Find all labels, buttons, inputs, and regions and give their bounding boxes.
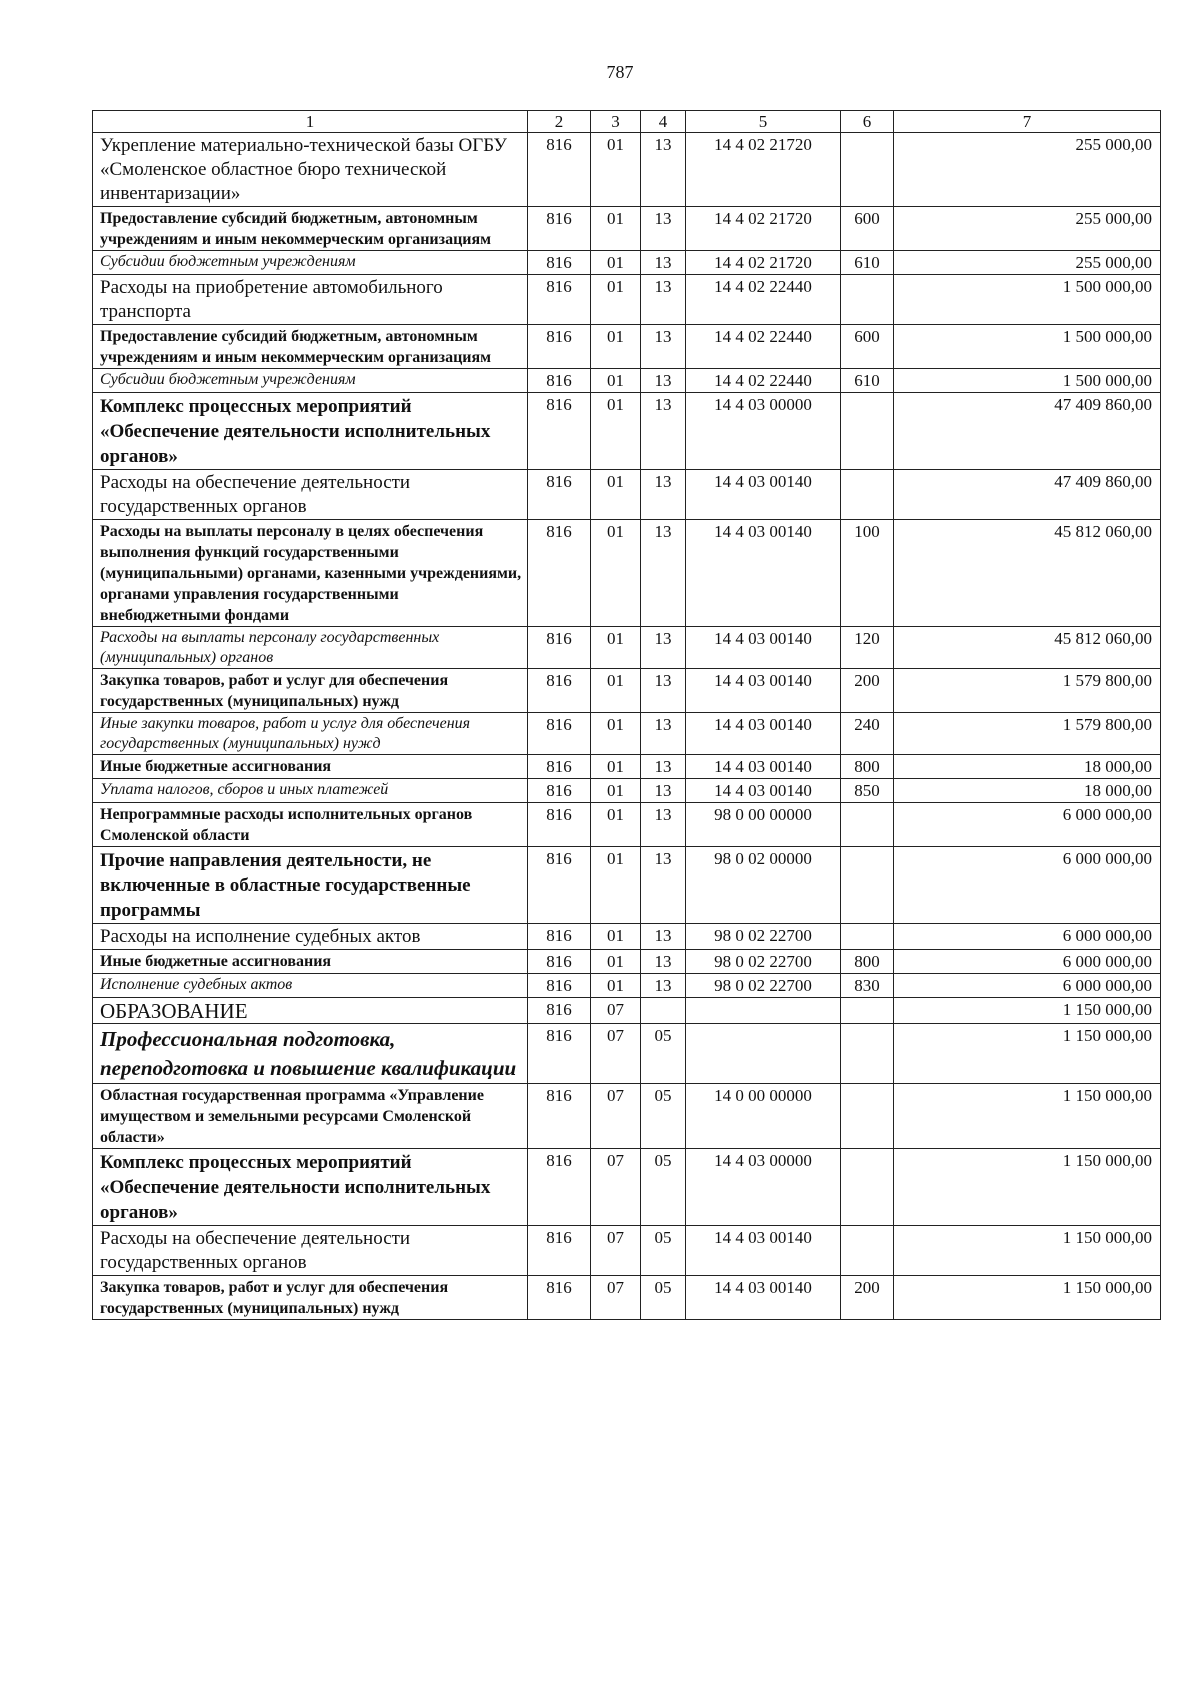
row-amount-cell: 1 150 000,00 <box>894 998 1161 1024</box>
row-section-code-cell: 07 <box>591 1149 641 1226</box>
row-target-item-cell: 14 4 03 00140 <box>686 1226 841 1276</box>
row-section-code-cell: 01 <box>591 207 641 251</box>
row-name-cell: Закупка товаров, работ и услуг для обеспечения государственных (муниципальных) нужд <box>93 1276 528 1320</box>
header-cell-6: 6 <box>841 111 894 133</box>
row-expense-type-cell: 100 <box>841 520 894 627</box>
table-row <box>93 998 1161 1024</box>
table-header-row <box>93 111 1161 133</box>
row-expense-type-cell <box>841 275 894 325</box>
row-target-item-cell: 14 4 02 21720 <box>686 251 841 275</box>
row-amount-cell: 18 000,00 <box>894 755 1161 779</box>
table-row <box>93 974 1161 998</box>
row-target-item-cell: 14 4 03 00140 <box>686 713 841 755</box>
row-section-code-cell: 01 <box>591 369 641 393</box>
row-subsection-code-cell: 13 <box>641 369 686 393</box>
row-subsection-code-cell: 13 <box>641 924 686 950</box>
row-target-item-cell: 14 4 03 00140 <box>686 669 841 713</box>
row-subsection-code-cell: 13 <box>641 627 686 669</box>
row-ministry-code-cell: 816 <box>528 974 591 998</box>
row-expense-type-cell: 850 <box>841 779 894 803</box>
row-expense-type-cell: 240 <box>841 713 894 755</box>
table-row <box>93 950 1161 974</box>
row-section-code-cell: 01 <box>591 713 641 755</box>
table-row <box>93 275 1161 325</box>
row-name-cell: Субсидии бюджетным учреждениям <box>93 369 528 393</box>
row-target-item-cell: 14 4 03 00000 <box>686 393 841 470</box>
row-expense-type-cell: 200 <box>841 669 894 713</box>
row-amount-cell: 6 000 000,00 <box>894 847 1161 924</box>
row-ministry-code-cell: 816 <box>528 755 591 779</box>
row-section-code-cell: 01 <box>591 950 641 974</box>
row-section-code-cell: 01 <box>591 803 641 847</box>
table-row <box>93 1226 1161 1276</box>
row-target-item-cell: 98 0 00 00000 <box>686 803 841 847</box>
row-subsection-code-cell: 13 <box>641 207 686 251</box>
row-section-code-cell: 07 <box>591 1024 641 1084</box>
header-cell-1: 1 <box>93 111 528 133</box>
row-subsection-code-cell: 13 <box>641 755 686 779</box>
row-ministry-code-cell: 816 <box>528 133 591 207</box>
row-amount-cell: 1 150 000,00 <box>894 1149 1161 1226</box>
row-section-code-cell: 01 <box>591 393 641 470</box>
row-ministry-code-cell: 816 <box>528 950 591 974</box>
row-ministry-code-cell: 816 <box>528 251 591 275</box>
row-section-code-cell: 01 <box>591 275 641 325</box>
row-ministry-code-cell: 816 <box>528 369 591 393</box>
row-section-code-cell: 07 <box>591 1084 641 1149</box>
row-expense-type-cell: 800 <box>841 950 894 974</box>
row-target-item-cell: 14 4 03 00140 <box>686 1276 841 1320</box>
row-section-code-cell: 01 <box>591 251 641 275</box>
row-name-cell: Непрограммные расходы исполнительных органов Смоленской области <box>93 803 528 847</box>
row-target-item-cell: 14 4 03 00140 <box>686 755 841 779</box>
row-section-code-cell: 01 <box>591 133 641 207</box>
row-amount-cell: 45 812 060,00 <box>894 627 1161 669</box>
table-row <box>93 520 1161 627</box>
table-row <box>93 207 1161 251</box>
row-section-code-cell: 01 <box>591 627 641 669</box>
row-ministry-code-cell: 816 <box>528 207 591 251</box>
row-expense-type-cell: 800 <box>841 755 894 779</box>
row-name-cell: Прочие направления деятельности, не включенные в областные государственные программы <box>93 847 528 924</box>
table-row <box>93 713 1161 755</box>
row-expense-type-cell <box>841 847 894 924</box>
header-cell-2: 2 <box>528 111 591 133</box>
row-name-cell: Исполнение судебных актов <box>93 974 528 998</box>
row-amount-cell: 6 000 000,00 <box>894 924 1161 950</box>
row-name-cell: Уплата налогов, сборов и иных платежей <box>93 779 528 803</box>
table-row <box>93 369 1161 393</box>
header-cell-5: 5 <box>686 111 841 133</box>
row-amount-cell: 1 579 800,00 <box>894 669 1161 713</box>
row-expense-type-cell: 200 <box>841 1276 894 1320</box>
table-row <box>93 924 1161 950</box>
row-expense-type-cell: 610 <box>841 369 894 393</box>
header-cell-4: 4 <box>641 111 686 133</box>
row-subsection-code-cell: 13 <box>641 251 686 275</box>
table-row <box>93 470 1161 520</box>
row-ministry-code-cell: 816 <box>528 803 591 847</box>
row-expense-type-cell: 600 <box>841 325 894 369</box>
row-target-item-cell: 14 4 02 22440 <box>686 275 841 325</box>
row-amount-cell: 1 150 000,00 <box>894 1084 1161 1149</box>
row-amount-cell: 47 409 860,00 <box>894 393 1161 470</box>
row-ministry-code-cell: 816 <box>528 924 591 950</box>
row-amount-cell: 18 000,00 <box>894 779 1161 803</box>
row-target-item-cell: 14 0 00 00000 <box>686 1084 841 1149</box>
table-row <box>93 627 1161 669</box>
row-subsection-code-cell: 13 <box>641 520 686 627</box>
row-target-item-cell: 98 0 02 22700 <box>686 924 841 950</box>
row-expense-type-cell <box>841 1149 894 1226</box>
row-subsection-code-cell: 13 <box>641 803 686 847</box>
row-name-cell: Предоставление субсидий бюджетным, автономным учреждениям и иным некоммерческим организациям <box>93 325 528 369</box>
row-expense-type-cell: 610 <box>841 251 894 275</box>
row-target-item-cell: 98 0 02 00000 <box>686 847 841 924</box>
row-section-code-cell: 01 <box>591 470 641 520</box>
row-amount-cell: 47 409 860,00 <box>894 470 1161 520</box>
row-target-item-cell: 14 4 02 21720 <box>686 133 841 207</box>
row-section-code-cell: 01 <box>591 847 641 924</box>
row-ministry-code-cell: 816 <box>528 275 591 325</box>
table-row <box>93 393 1161 470</box>
table-row <box>93 1149 1161 1226</box>
row-section-code-cell: 01 <box>591 669 641 713</box>
row-subsection-code-cell: 05 <box>641 1024 686 1084</box>
row-target-item-cell: 14 4 02 22440 <box>686 325 841 369</box>
page-number: 787 <box>606 62 634 82</box>
row-amount-cell: 1 150 000,00 <box>894 1276 1161 1320</box>
row-subsection-code-cell: 05 <box>641 1084 686 1149</box>
row-ministry-code-cell: 816 <box>528 1276 591 1320</box>
row-subsection-code-cell: 13 <box>641 950 686 974</box>
row-target-item-cell: 98 0 02 22700 <box>686 950 841 974</box>
row-amount-cell: 255 000,00 <box>894 133 1161 207</box>
row-amount-cell: 1 150 000,00 <box>894 1226 1161 1276</box>
row-name-cell: Комплекс процессных мероприятий «Обеспечение деятельности исполнительных органов» <box>93 393 528 470</box>
row-amount-cell: 6 000 000,00 <box>894 803 1161 847</box>
row-name-cell: Субсидии бюджетным учреждениям <box>93 251 528 275</box>
row-subsection-code-cell: 13 <box>641 133 686 207</box>
row-name-cell: Предоставление субсидий бюджетным, автономным учреждениям и иным некоммерческим организациям <box>93 207 528 251</box>
row-section-code-cell: 01 <box>591 755 641 779</box>
row-section-code-cell: 07 <box>591 998 641 1024</box>
row-section-code-cell: 07 <box>591 1226 641 1276</box>
row-expense-type-cell <box>841 1084 894 1149</box>
row-amount-cell: 6 000 000,00 <box>894 950 1161 974</box>
budget-table <box>92 110 1161 1320</box>
row-expense-type-cell <box>841 924 894 950</box>
row-expense-type-cell: 120 <box>841 627 894 669</box>
row-section-code-cell: 01 <box>591 974 641 998</box>
row-target-item-cell: 14 4 03 00140 <box>686 470 841 520</box>
table-row <box>93 847 1161 924</box>
row-amount-cell: 255 000,00 <box>894 207 1161 251</box>
row-name-cell: Расходы на выплаты персоналу государственных (муниципальных) органов <box>93 627 528 669</box>
row-target-item-cell: 14 4 03 00140 <box>686 520 841 627</box>
row-section-code-cell: 01 <box>591 779 641 803</box>
table-row <box>93 755 1161 779</box>
row-name-cell: Расходы на выплаты персоналу в целях обеспечения выполнения функций государственными (муниципальными) органами, казенными учреждениями, органами управления государственными внебюджетными фондами <box>93 520 528 627</box>
row-section-code-cell: 07 <box>591 1276 641 1320</box>
row-amount-cell: 1 500 000,00 <box>894 275 1161 325</box>
row-subsection-code-cell: 05 <box>641 1149 686 1226</box>
row-subsection-code-cell: 13 <box>641 325 686 369</box>
row-name-cell: Расходы на обеспечение деятельности государственных органов <box>93 1226 528 1276</box>
row-name-cell: ОБРАЗОВАНИЕ <box>93 998 528 1024</box>
row-target-item-cell: 14 4 02 21720 <box>686 207 841 251</box>
row-target-item-cell: 14 4 02 22440 <box>686 369 841 393</box>
row-subsection-code-cell: 13 <box>641 974 686 998</box>
row-expense-type-cell: 830 <box>841 974 894 998</box>
row-expense-type-cell <box>841 1024 894 1084</box>
row-expense-type-cell <box>841 1226 894 1276</box>
row-ministry-code-cell: 816 <box>528 998 591 1024</box>
header-cell-7: 7 <box>894 111 1161 133</box>
row-name-cell: Закупка товаров, работ и услуг для обеспечения государственных (муниципальных) нужд <box>93 669 528 713</box>
row-target-item-cell: 14 4 03 00000 <box>686 1149 841 1226</box>
row-section-code-cell: 01 <box>591 924 641 950</box>
row-ministry-code-cell: 816 <box>528 325 591 369</box>
row-ministry-code-cell: 816 <box>528 779 591 803</box>
row-section-code-cell: 01 <box>591 325 641 369</box>
header-cell-3: 3 <box>591 111 641 133</box>
row-ministry-code-cell: 816 <box>528 627 591 669</box>
row-amount-cell: 1 500 000,00 <box>894 325 1161 369</box>
row-ministry-code-cell: 816 <box>528 1226 591 1276</box>
table-row <box>93 325 1161 369</box>
row-target-item-cell: 14 4 03 00140 <box>686 627 841 669</box>
table-row <box>93 1024 1161 1084</box>
row-expense-type-cell: 600 <box>841 207 894 251</box>
row-ministry-code-cell: 816 <box>528 847 591 924</box>
row-ministry-code-cell: 816 <box>528 470 591 520</box>
row-ministry-code-cell: 816 <box>528 669 591 713</box>
table-row <box>93 669 1161 713</box>
row-name-cell: Иные закупки товаров, работ и услуг для обеспечения государственных (муниципальных) нужд <box>93 713 528 755</box>
row-ministry-code-cell: 816 <box>528 1024 591 1084</box>
row-ministry-code-cell: 816 <box>528 1084 591 1149</box>
row-expense-type-cell <box>841 998 894 1024</box>
row-name-cell: Расходы на приобретение автомобильного транспорта <box>93 275 528 325</box>
row-expense-type-cell <box>841 470 894 520</box>
row-expense-type-cell <box>841 803 894 847</box>
row-amount-cell: 45 812 060,00 <box>894 520 1161 627</box>
row-ministry-code-cell: 816 <box>528 393 591 470</box>
table-row <box>93 779 1161 803</box>
row-target-item-cell <box>686 1024 841 1084</box>
row-subsection-code-cell: 13 <box>641 393 686 470</box>
row-amount-cell: 1 579 800,00 <box>894 713 1161 755</box>
row-expense-type-cell <box>841 133 894 207</box>
row-ministry-code-cell: 816 <box>528 1149 591 1226</box>
row-subsection-code-cell: 05 <box>641 1276 686 1320</box>
row-name-cell: Профессиональная подготовка, переподготовка и повышение квалификации <box>93 1024 528 1084</box>
table-row <box>93 251 1161 275</box>
row-expense-type-cell <box>841 393 894 470</box>
row-amount-cell: 1 150 000,00 <box>894 1024 1161 1084</box>
row-subsection-code-cell: 13 <box>641 713 686 755</box>
row-subsection-code-cell <box>641 998 686 1024</box>
row-target-item-cell <box>686 998 841 1024</box>
row-name-cell: Иные бюджетные ассигнования <box>93 755 528 779</box>
row-subsection-code-cell: 13 <box>641 669 686 713</box>
row-name-cell: Расходы на обеспечение деятельности государственных органов <box>93 470 528 520</box>
row-section-code-cell: 01 <box>591 520 641 627</box>
row-target-item-cell: 98 0 02 22700 <box>686 974 841 998</box>
table-row <box>93 133 1161 207</box>
row-subsection-code-cell: 13 <box>641 470 686 520</box>
row-subsection-code-cell: 05 <box>641 1226 686 1276</box>
row-name-cell: Комплекс процессных мероприятий «Обеспечение деятельности исполнительных органов» <box>93 1149 528 1226</box>
row-ministry-code-cell: 816 <box>528 713 591 755</box>
row-name-cell: Иные бюджетные ассигнования <box>93 950 528 974</box>
row-amount-cell: 1 500 000,00 <box>894 369 1161 393</box>
row-name-cell: Укрепление материально-технической базы ОГБУ «Смоленское областное бюро технической инвентаризации» <box>93 133 528 207</box>
row-ministry-code-cell: 816 <box>528 520 591 627</box>
row-name-cell: Областная государственная программа «Управление имуществом и земельными ресурсами Смоленской области» <box>93 1084 528 1149</box>
row-subsection-code-cell: 13 <box>641 779 686 803</box>
row-name-cell: Расходы на исполнение судебных актов <box>93 924 528 950</box>
table-row <box>93 803 1161 847</box>
table-row <box>93 1084 1161 1149</box>
row-subsection-code-cell: 13 <box>641 847 686 924</box>
row-target-item-cell: 14 4 03 00140 <box>686 779 841 803</box>
row-amount-cell: 255 000,00 <box>894 251 1161 275</box>
row-amount-cell: 6 000 000,00 <box>894 974 1161 998</box>
table-row <box>93 1276 1161 1320</box>
row-subsection-code-cell: 13 <box>641 275 686 325</box>
